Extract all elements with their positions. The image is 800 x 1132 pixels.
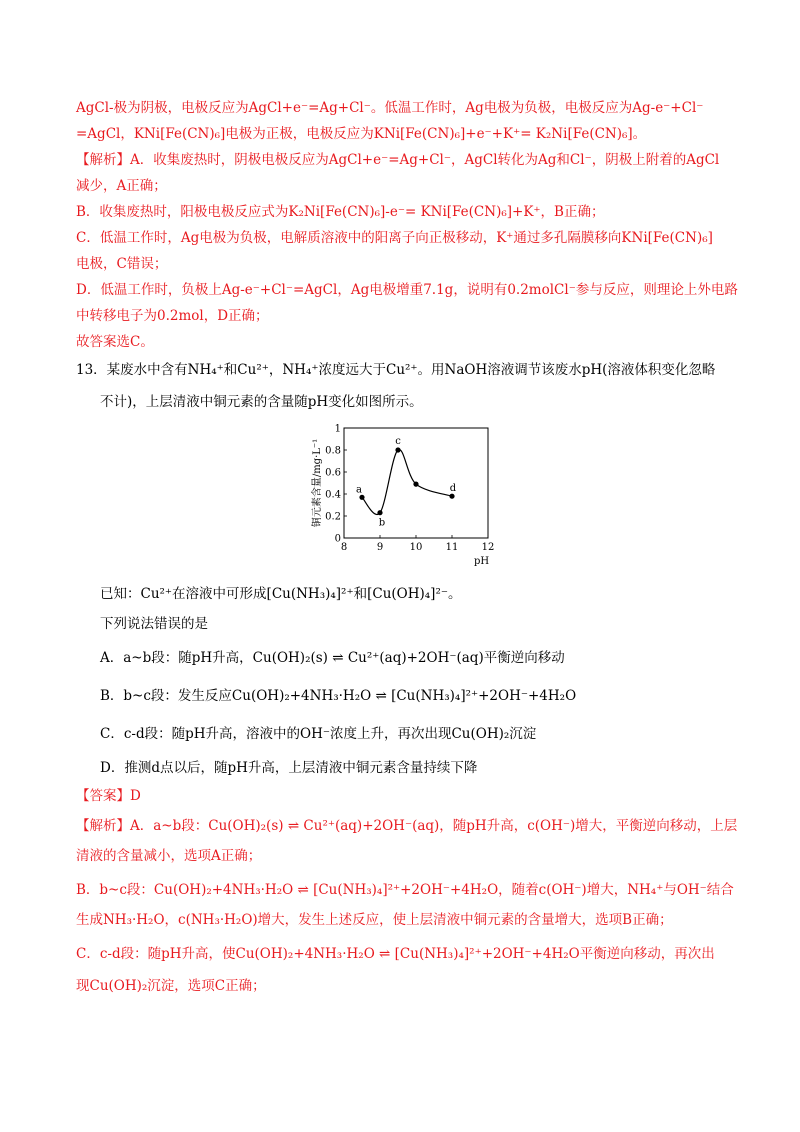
question-stem: 13．某废水中含有NH₄⁺和Cu²⁺，NH₄⁺浓度远大于Cu²⁺。用NaOH溶液调节该废水pH(溶液体积变化忽略 xyxy=(76,362,716,378)
option-c: C．c-d段：随pH升高，溶液中的OH⁻浓度上升，再次出现Cu(OH)₂沉淀 xyxy=(100,726,537,742)
text-line: 故答案选C。 xyxy=(76,334,154,350)
data-point xyxy=(413,482,418,487)
data-point xyxy=(449,494,454,499)
text-line: 中转移电子为0.2mol，D正确； xyxy=(76,308,269,324)
explanation-line: C．c-d段：随pH升高，使Cu(OH)₂+4NH₃·H₂O ⇌ [Cu(NH₃)₄]²⁺+2OH⁻+4H₂O平衡逆向移动，再次出 xyxy=(76,946,715,962)
answer: 【答案】D xyxy=(76,788,141,804)
text-line: D．低温工作时，负极上Ag-e⁻+Cl⁻=AgCl，Ag电极增重7.1g，说明有0.2molCl⁻参与反应，则理论上外电路 xyxy=(76,282,738,298)
y-tick-label: 0.2 xyxy=(325,511,341,523)
copper-content-chart xyxy=(308,420,508,570)
x-tick-label: 11 xyxy=(445,542,459,553)
known-info: 已知：Cu²⁺在溶液中可形成[Cu(NH₃)₄]²⁺和[Cu(OH)₄]²⁻。 xyxy=(100,586,462,602)
x-tick-label: 8 xyxy=(340,542,348,553)
x-axis-label: pH xyxy=(474,556,490,567)
point-label: a xyxy=(356,484,362,496)
data-point xyxy=(395,447,400,452)
point-label: d xyxy=(449,483,457,495)
text-line: 电极，C错误； xyxy=(76,256,168,272)
text-line: C．低温工作时，Ag电极为负极，电解质溶液中的阳离子向正极移动，K⁺通过多孔隔膜移向KNi[Fe(CN)₆] xyxy=(76,230,713,246)
point-label: c xyxy=(395,436,401,447)
y-tick-label: 0.6 xyxy=(325,467,341,479)
text-line: 【解析】A．收集废热时，阴极电极反应为AgCl+e⁻=Ag+Cl⁻，AgCl转化为Ag和Cl⁻，阴极上附着的AgCl xyxy=(76,152,720,168)
question-prompt: 下列说法错误的是 xyxy=(100,616,208,632)
explanation-line: 清液的含量减小，选项A正确； xyxy=(76,848,262,864)
explanation-line: B．b~c段：Cu(OH)₂+4NH₃·H₂O ⇌ [Cu(NH₃)₄]²⁺+2OH⁻+4H₂O，随着c(OH⁻)增大，NH₄⁺与OH⁻结合 xyxy=(76,882,734,898)
text-line: AgCl-极为阴极，电极反应为AgCl+e⁻=Ag+Cl⁻。低温工作时，Ag电极为负极，电极反应为Ag-e⁻+Cl⁻ xyxy=(76,100,704,116)
explanation-line: 生成NH₃·H₂O，c(NH₃·H₂O)增大，发生上述反应，使上层清液中铜元素的含量增大，选项B正确； xyxy=(76,912,673,928)
y-tick-label: 0.4 xyxy=(325,489,341,501)
explanation-line: 现Cu(OH)₂沉淀，选项C正确； xyxy=(76,978,266,994)
text-line: 减少，A正确； xyxy=(76,178,167,194)
option-d: D．推测d点以后，随pH升高，上层清液中铜元素含量持续下降 xyxy=(100,760,478,776)
data-point xyxy=(359,495,364,500)
x-tick-label: 10 xyxy=(409,542,423,553)
question-stem: 不计)，上层清液中铜元素的含量随pH变化如图所示。 xyxy=(100,394,423,410)
text-line: =AgCl，KNi[Fe(CN)₆]电极为正极，电极反应为KNi[Fe(CN)₆]+e⁻+K⁺= K₂Ni[Fe(CN)₆]。 xyxy=(76,126,647,142)
x-tick-label: 12 xyxy=(481,542,495,553)
point-label: b xyxy=(378,517,386,529)
y-tick-label: 0.8 xyxy=(325,445,341,457)
y-tick-label: 0 xyxy=(334,533,341,545)
option-b: B．b~c段：发生反应Cu(OH)₂+4NH₃·H₂O ⇌ [Cu(NH₃)₄]²⁺+2OH⁻+4H₂O xyxy=(100,688,577,704)
y-tick-label: 1 xyxy=(334,423,341,435)
data-point xyxy=(377,510,382,515)
text-line: B．收集废热时，阳极电极反应式为K₂Ni[Fe(CN)₆]-e⁻= KNi[Fe(CN)₆]+K⁺，B正确； xyxy=(76,204,605,220)
x-tick-label: 9 xyxy=(376,542,384,553)
option-a: A．a~b段：随pH升高，Cu(OH)₂(s) ⇌ Cu²⁺(aq)+2OH⁻(aq)平衡逆向移动 xyxy=(100,650,565,666)
explanation-line: 【解析】A．a~b段：Cu(OH)₂(s) ⇌ Cu²⁺(aq)+2OH⁻(aq)，随pH升高，c(OH⁻)增大，平衡逆向移动，上层 xyxy=(76,818,738,834)
y-axis-label: 铜元素含量/mg·L⁻¹ xyxy=(312,438,323,528)
series-line xyxy=(362,450,452,515)
